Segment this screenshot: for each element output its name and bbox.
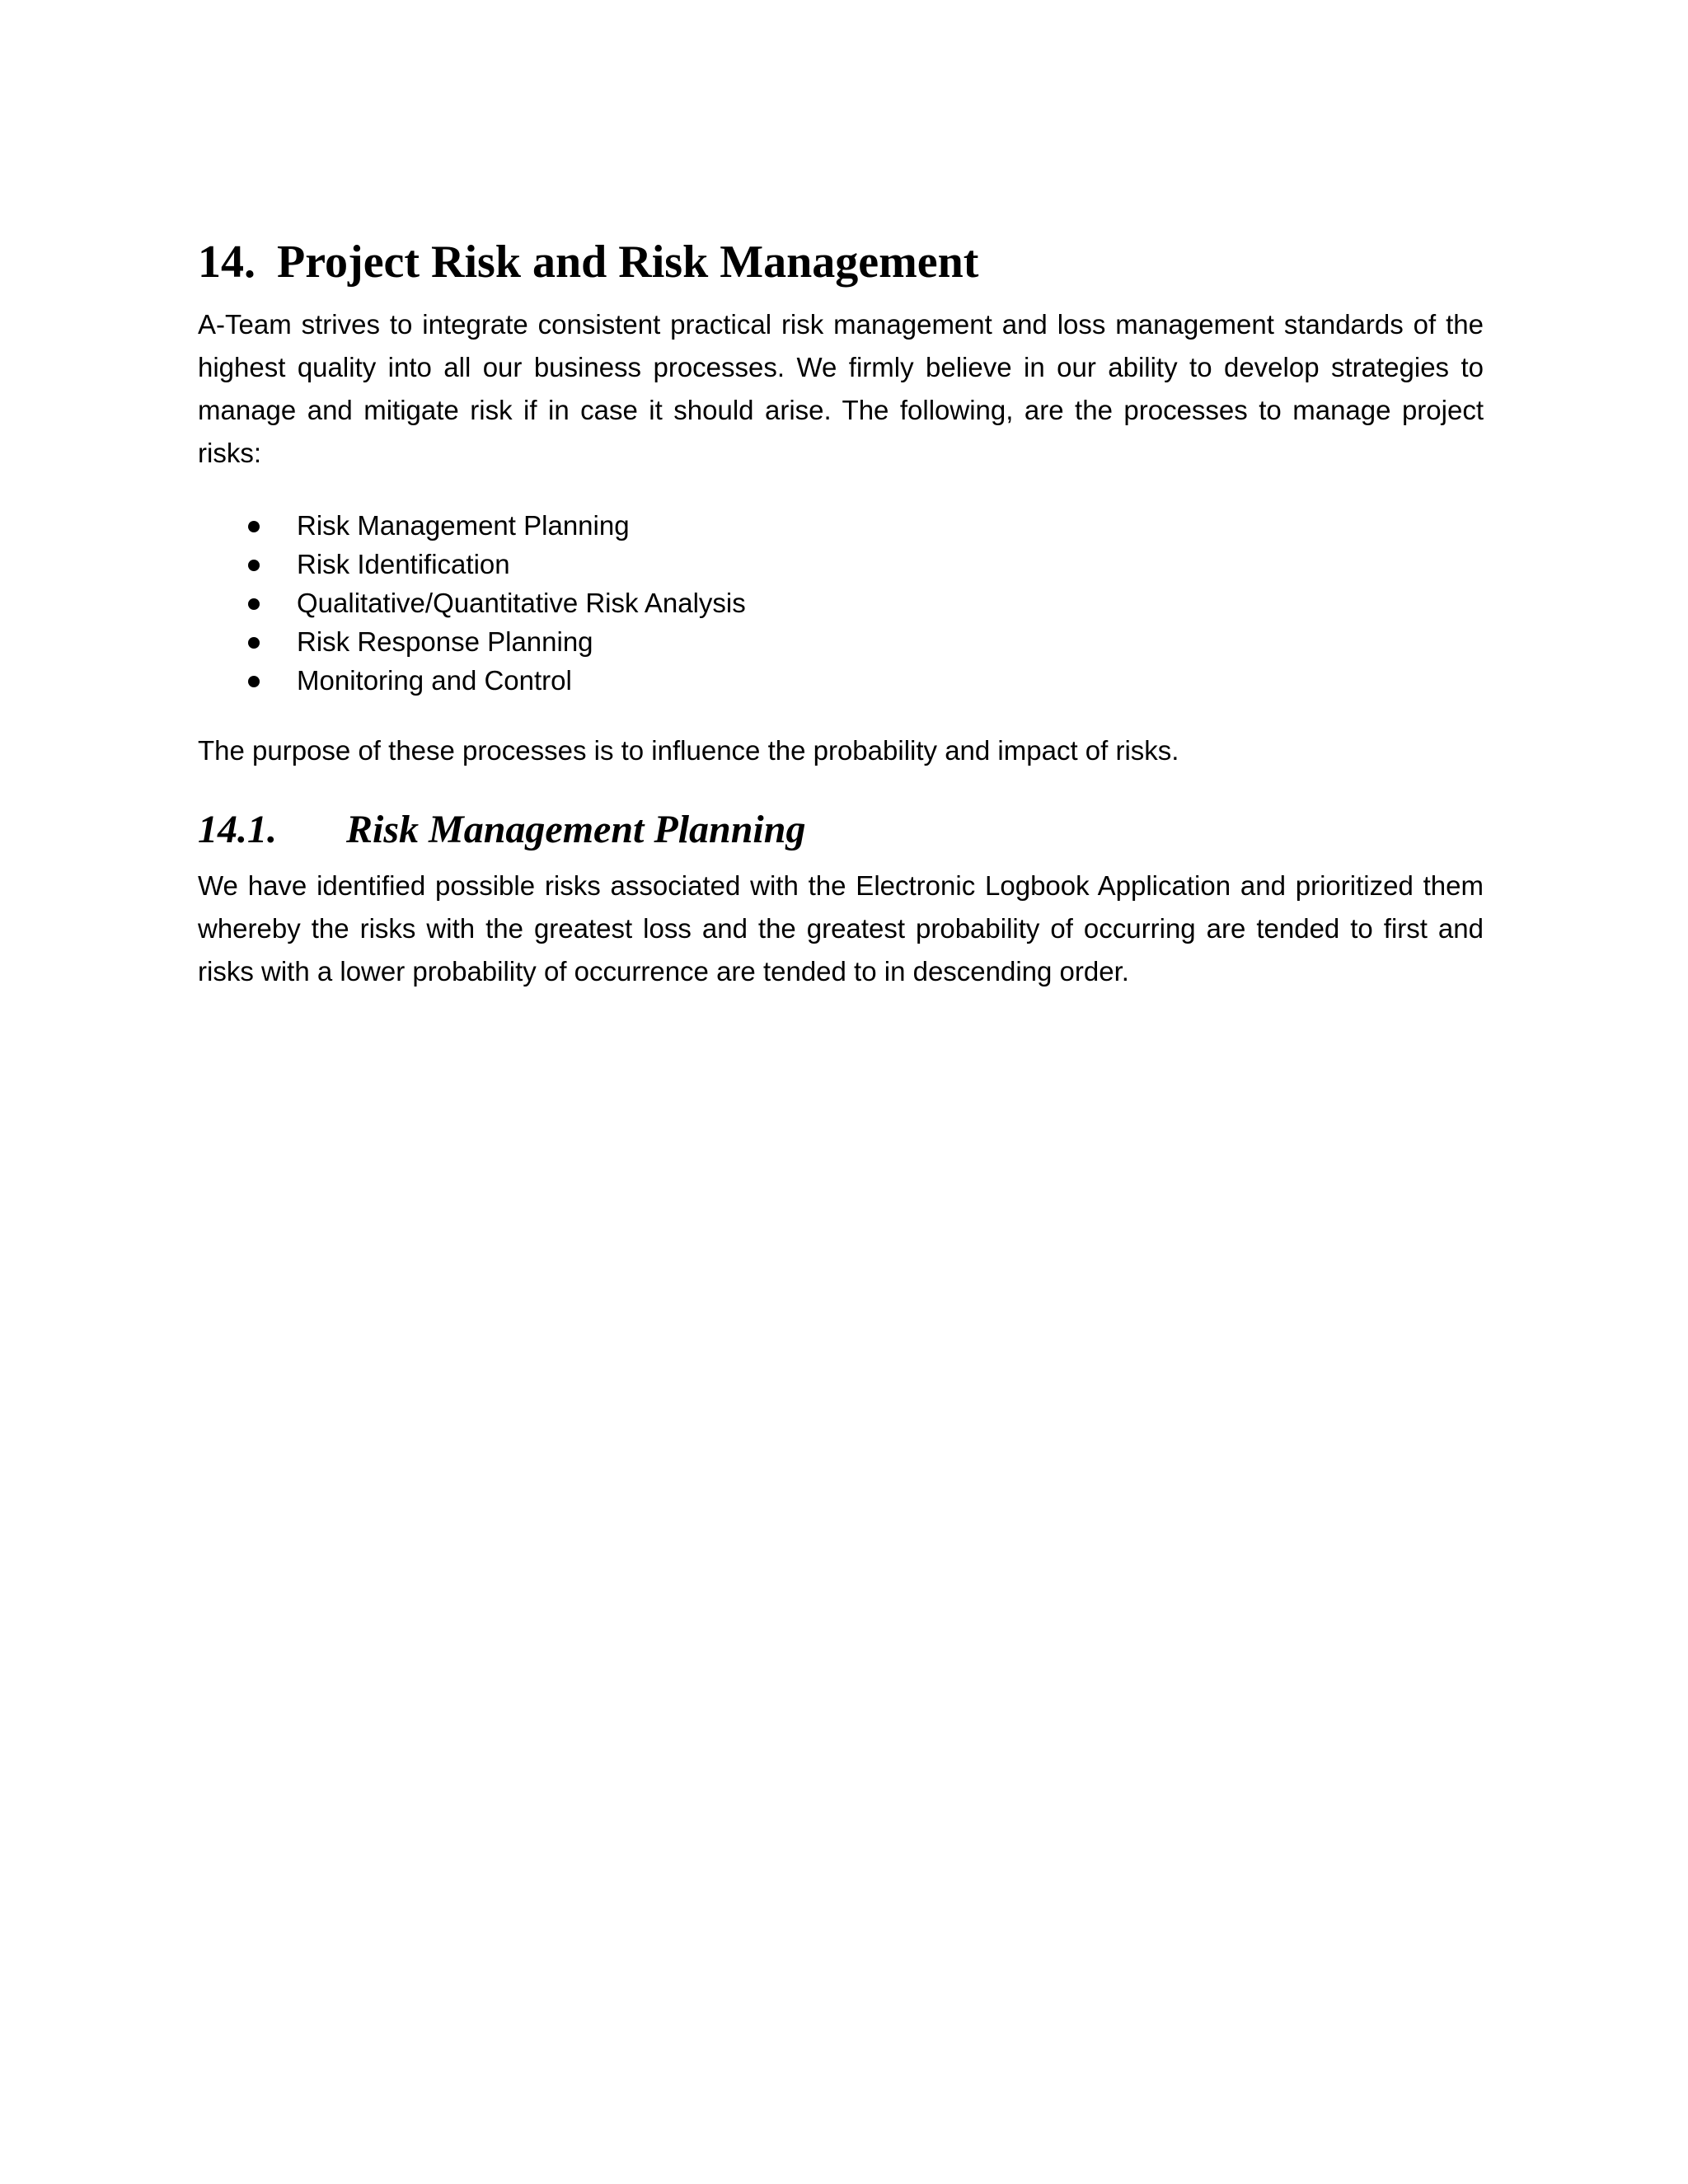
bullet-icon — [248, 521, 260, 532]
process-list — [198, 506, 1484, 700]
list-item-label: Risk Response Planning — [297, 626, 593, 657]
list-item-label: Monitoring and Control — [297, 665, 572, 696]
subsection-heading — [198, 797, 1484, 863]
intro-paragraph: A-Team strives to integrate consistent practical risk management and loss management standards of the highest quality into all our business processes. We firmly believe in our ability to develop strategies to manage and mitigate risk if in case it should arise. The following, are the processes to manage project risks: — [198, 309, 1484, 468]
section-title: Project Risk and Risk Management — [277, 237, 979, 288]
bullet-icon — [248, 637, 260, 649]
list-item-label: Risk Identification — [297, 549, 510, 579]
bullet-icon — [248, 560, 260, 571]
list-item — [198, 583, 1484, 622]
page-content — [198, 224, 1484, 993]
section-number: 14. — [198, 237, 256, 288]
section-heading — [198, 224, 1484, 300]
subsection-paragraph: We have identified possible risks associated with the Electronic Logbook Application and prioritized them whereby the risks with the greatest loss and the greatest probability of occurring are tended to first and risks with a lower probability of occurrence are tended to in descending order. — [198, 870, 1484, 987]
list-item — [198, 661, 1484, 700]
subsection-number: 14.1. — [198, 808, 277, 851]
list-item — [198, 622, 1484, 661]
purpose-paragraph: The purpose of these processes is to influence the probability and impact of risks. — [198, 735, 1179, 766]
bullet-icon — [248, 598, 260, 610]
list-item-label: Risk Management Planning — [297, 510, 630, 541]
list-item — [198, 506, 1484, 545]
list-item — [198, 545, 1484, 583]
subsection-title: Risk Management Planning — [346, 808, 806, 851]
bullet-icon — [248, 676, 260, 687]
list-item-label: Qualitative/Quantitative Risk Analysis — [297, 588, 746, 618]
